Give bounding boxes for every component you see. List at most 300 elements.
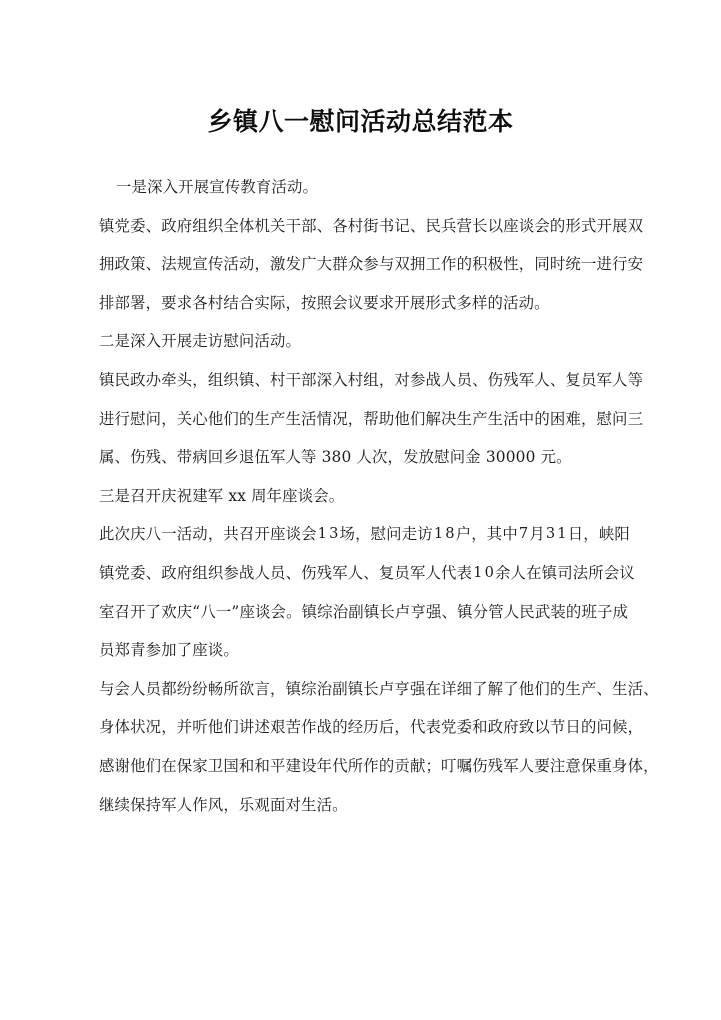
- text-glyph: 解: [487, 679, 504, 698]
- text-glyph: 座: [239, 602, 255, 621]
- text-glyph: 讲: [238, 718, 255, 737]
- text-glyph: 议: [619, 563, 635, 582]
- text-glyph: 、: [254, 370, 271, 389]
- text-glyph: 强: [426, 602, 442, 621]
- text-glyph: ，: [254, 255, 271, 274]
- text-glyph: 人: [425, 563, 442, 582]
- text-glyph: 苦: [285, 718, 302, 737]
- text-glyph: 镇: [363, 602, 380, 621]
- text-glyph: 人: [518, 756, 535, 775]
- text-glyph: 人: [503, 602, 520, 621]
- text-glyph: “: [192, 602, 201, 621]
- text-glyph: 委: [456, 718, 473, 737]
- text-glyph: 生: [565, 679, 581, 698]
- text-glyph: 法: [161, 255, 177, 274]
- text-glyph: 长: [363, 679, 379, 698]
- text-glyph: 召: [238, 525, 255, 544]
- text-glyph: 们: [534, 679, 550, 698]
- text-glyph: 感: [99, 756, 115, 775]
- text-glyph: 员: [145, 679, 162, 698]
- text-glyph: 进: [596, 255, 613, 274]
- text-glyph: 一: [580, 255, 597, 274]
- text-glyph: ，: [161, 409, 177, 428]
- text-glyph: 设: [301, 756, 317, 775]
- text-glyph: 情: [316, 409, 333, 428]
- text-glyph: 等: [627, 370, 644, 389]
- text-glyph: 助: [378, 409, 395, 428]
- text-glyph: 开: [596, 216, 613, 235]
- text-glyph: ，: [643, 756, 659, 775]
- text-glyph: 中: [518, 409, 535, 428]
- text-glyph: 卫: [207, 756, 224, 775]
- text-glyph: 国: [223, 756, 239, 775]
- text-glyph: 镇: [238, 370, 255, 389]
- text-glyph: 、: [316, 216, 333, 235]
- text-glyph: 座: [503, 216, 519, 235]
- text-glyph: 和: [254, 756, 271, 775]
- text-glyph: 织: [207, 563, 224, 582]
- text-glyph: ，: [580, 409, 597, 428]
- text-glyph: 一: [215, 602, 232, 621]
- text-glyph: 政: [114, 255, 131, 274]
- text-glyph: 所: [347, 756, 364, 775]
- text-glyph: 民: [425, 216, 442, 235]
- text-line: [99, 245, 644, 284]
- text-glyph: 代: [409, 718, 426, 737]
- text-glyph: 营: [456, 216, 473, 235]
- text-glyph: 亨: [410, 602, 426, 621]
- text-glyph: 座: [270, 525, 286, 544]
- text-glyph: 党: [114, 216, 131, 235]
- text-glyph: 伤: [472, 756, 488, 775]
- text-glyph: 牵: [161, 370, 177, 389]
- text-glyph: 拥: [99, 255, 115, 274]
- text-glyph: 亨: [394, 679, 410, 698]
- text-glyph: 动: [238, 255, 255, 274]
- text-glyph: 的: [565, 602, 582, 621]
- text-glyph: 访: [417, 525, 433, 544]
- text-glyph: 他: [207, 409, 224, 428]
- text-glyph: 织: [223, 370, 239, 389]
- text-glyph: 武: [534, 602, 551, 621]
- text-glyph: 和: [472, 718, 488, 737]
- text-glyph: 副: [332, 679, 348, 698]
- text-glyph: 军: [332, 563, 348, 582]
- text-glyph: 部: [301, 370, 317, 389]
- text-glyph: 军: [518, 370, 535, 389]
- text-glyph: 兵: [441, 216, 457, 235]
- text-glyph: 保: [176, 756, 193, 775]
- text-glyph: 户: [455, 525, 472, 544]
- text-glyph: 三: [627, 409, 644, 428]
- text-glyph: 员: [456, 370, 473, 389]
- text-glyph: 都: [161, 679, 177, 698]
- text-glyph: 体: [114, 718, 131, 737]
- text-glyph: 分: [472, 602, 489, 621]
- text-glyph: 谈: [285, 525, 302, 544]
- text-glyph: 纷: [176, 679, 193, 698]
- text-glyph: 府: [176, 563, 193, 582]
- text-glyph: ，: [270, 679, 286, 698]
- text-glyph: ，: [518, 255, 535, 274]
- text-glyph: 战: [316, 718, 333, 737]
- text-glyph: 产: [472, 409, 488, 428]
- text-glyph: 长: [472, 216, 488, 235]
- text-glyph: 班: [581, 602, 598, 621]
- text-glyph: 八: [145, 525, 162, 544]
- text-glyph: 活: [627, 679, 644, 698]
- text-glyph: 政: [161, 563, 177, 582]
- text-glyph: 庆: [130, 525, 146, 544]
- text-glyph: 意: [565, 756, 581, 775]
- text-glyph: 残: [316, 563, 333, 582]
- text-glyph: 战: [238, 563, 255, 582]
- text-glyph: 大: [316, 255, 333, 274]
- text-glyph: 体: [238, 216, 255, 235]
- text-glyph: 、: [285, 563, 302, 582]
- text-glyph: 府: [503, 718, 519, 737]
- text-glyph: 难: [565, 409, 581, 428]
- text-glyph: 众: [347, 255, 364, 274]
- text-glyph: 听: [192, 718, 208, 737]
- text-glyph: 召: [114, 602, 131, 621]
- text-glyph: 注: [549, 756, 566, 775]
- text-glyph: 员: [270, 563, 286, 582]
- text-glyph: 强: [409, 679, 426, 698]
- text-glyph: 中: [502, 525, 518, 544]
- text-glyph: 双: [394, 255, 410, 274]
- text-glyph: 活: [223, 255, 239, 274]
- text-glyph: 卢: [378, 679, 395, 698]
- text-glyph: 生: [456, 409, 473, 428]
- text-glyph: 日: [565, 718, 581, 737]
- text-glyph: 详: [441, 679, 457, 698]
- text-glyph: 活: [503, 409, 519, 428]
- text-glyph: 干: [285, 216, 302, 235]
- text-glyph: 他: [518, 679, 535, 698]
- text-glyph: 残: [487, 756, 504, 775]
- text-glyph: 规: [176, 255, 193, 274]
- text-glyph: 的: [378, 756, 395, 775]
- text-glyph: 建: [285, 756, 302, 775]
- text-glyph: 的: [549, 216, 566, 235]
- text-glyph: 干: [285, 370, 302, 389]
- text-glyph: 在: [526, 563, 542, 582]
- text-glyph: 以: [534, 718, 550, 737]
- text-glyph: 民: [114, 370, 131, 389]
- text-line: 属、伤残、带病回乡退伍军人等 380 人次，发放慰问金 30000 元。: [99, 448, 572, 467]
- text-glyph: 镇: [99, 370, 115, 389]
- text-glyph: 战: [425, 370, 442, 389]
- text-glyph: 他: [394, 409, 410, 428]
- text-glyph: 传: [207, 255, 224, 274]
- text-glyph: 行: [612, 255, 628, 274]
- text-glyph: 1: [433, 525, 444, 543]
- text-glyph: 同: [534, 255, 550, 274]
- text-glyph: 慰: [370, 525, 387, 544]
- text-glyph: 进: [99, 409, 115, 428]
- text-glyph: 生: [487, 409, 504, 428]
- text-glyph: 在: [425, 679, 442, 698]
- text-glyph: ，: [627, 718, 644, 737]
- text-line: 排部署，要求各村结合实际，按照会议要求开展形式多样的活动。: [99, 293, 550, 312]
- text-glyph: 伤: [301, 563, 317, 582]
- text-glyph: 致: [518, 718, 535, 737]
- text-glyph: 镇: [301, 602, 318, 621]
- text-glyph: 日: [567, 525, 584, 544]
- text-glyph: 困: [549, 409, 566, 428]
- text-glyph: 经: [347, 718, 364, 737]
- text-glyph: 会: [114, 679, 131, 698]
- text-glyph: 街: [363, 216, 379, 235]
- text-glyph: 状: [130, 718, 146, 737]
- text-glyph: 活: [301, 409, 317, 428]
- text-glyph: 、: [596, 679, 613, 698]
- text-glyph: 问: [145, 409, 162, 428]
- text-line: 继续保持军人作风，乐观面对生活。: [99, 795, 348, 814]
- text-glyph: 和: [238, 756, 255, 775]
- text-glyph: 的: [456, 255, 473, 274]
- text-glyph: 积: [472, 255, 488, 274]
- text-glyph: 所: [223, 679, 239, 698]
- text-glyph: 问: [596, 718, 613, 737]
- text-glyph: 言: [254, 679, 271, 698]
- text-glyph: 政: [487, 718, 504, 737]
- text-glyph: 式: [580, 216, 597, 235]
- text-glyph: 峡: [598, 525, 615, 544]
- text-glyph: ，: [347, 409, 364, 428]
- text-glyph: 、: [441, 602, 458, 621]
- text-glyph: 谈: [518, 216, 535, 235]
- text-glyph: 了: [503, 679, 519, 698]
- text-glyph: 委: [130, 563, 146, 582]
- text-glyph: 谢: [114, 756, 131, 775]
- text-glyph: 了: [472, 679, 488, 698]
- text-glyph: 欲: [238, 679, 255, 698]
- text-glyph: 党: [114, 563, 131, 582]
- text-glyph: 参: [363, 255, 379, 274]
- text-glyph: 共: [223, 525, 239, 544]
- text-glyph: 以: [487, 216, 504, 235]
- text-glyph: 政: [161, 216, 177, 235]
- text-glyph: ，: [378, 370, 395, 389]
- text-glyph: 并: [176, 718, 193, 737]
- text-glyph: 嘱: [456, 756, 473, 775]
- text-glyph: 次: [114, 525, 131, 544]
- text-glyph: 政: [130, 370, 146, 389]
- text-glyph: ，: [583, 525, 599, 544]
- text-glyph: 表: [456, 563, 473, 582]
- text-glyph: 慰: [130, 409, 146, 428]
- text-glyph: 全: [223, 216, 239, 235]
- text-glyph: 纷: [192, 679, 208, 698]
- text-line: [99, 747, 659, 786]
- text-glyph: 长: [379, 602, 395, 621]
- text-glyph: 作: [301, 718, 317, 737]
- text-glyph: 家: [192, 756, 208, 775]
- document-body: [99, 168, 659, 824]
- text-glyph: 司: [557, 563, 573, 582]
- text-glyph: 表: [425, 718, 442, 737]
- text-glyph: 心: [192, 409, 208, 428]
- text-glyph: 会: [534, 216, 550, 235]
- text-glyph: 关: [176, 409, 193, 428]
- text-glyph: ，: [207, 525, 224, 544]
- text-glyph: 村: [270, 370, 286, 389]
- text-glyph: 了: [145, 602, 162, 621]
- text-glyph: 群: [332, 255, 348, 274]
- text-glyph: 参: [409, 370, 426, 389]
- text-glyph: 府: [176, 216, 193, 235]
- text-line: 一是深入开展宣传教育活动。: [116, 178, 319, 196]
- text-glyph: 代: [332, 756, 348, 775]
- text-glyph: 开: [254, 525, 271, 544]
- text-line: [99, 670, 659, 709]
- text-glyph: ，: [471, 525, 487, 544]
- text-glyph: 人: [612, 370, 628, 389]
- text-line: 三是召开庆祝建军 xx 周年座谈会。: [99, 486, 345, 505]
- text-line: [99, 515, 630, 554]
- text-glyph: 深: [316, 370, 333, 389]
- text-glyph: 参: [223, 563, 239, 582]
- text-glyph: 们: [145, 756, 162, 775]
- text-glyph: 镇: [541, 563, 558, 582]
- text-glyph: 产: [270, 409, 286, 428]
- text-glyph: 发: [285, 255, 302, 274]
- text-glyph: 与: [99, 679, 115, 698]
- text-glyph: 、: [145, 255, 162, 274]
- text-glyph: 形: [565, 216, 581, 235]
- text-glyph: 1: [557, 525, 567, 543]
- text-glyph: 人: [510, 563, 527, 582]
- text-glyph: 镇: [99, 563, 115, 582]
- text-glyph: 行: [114, 409, 131, 428]
- text-glyph: 时: [549, 255, 566, 274]
- text-glyph: 1: [473, 563, 483, 581]
- text-glyph: 双: [627, 216, 644, 235]
- text-glyph: 产: [580, 679, 597, 698]
- text-glyph: 军: [503, 756, 519, 775]
- text-glyph: 极: [487, 255, 504, 274]
- text-line: [99, 361, 644, 400]
- text-glyph: 军: [409, 563, 426, 582]
- text-glyph: 欢: [161, 602, 177, 621]
- text-glyph: 的: [580, 718, 597, 737]
- text-glyph: 况: [145, 718, 162, 737]
- text-glyph: 身: [612, 756, 628, 775]
- text-glyph: 装: [550, 602, 566, 621]
- text-glyph: 综: [317, 602, 333, 621]
- text-glyph: 入: [332, 370, 348, 389]
- text-glyph: 性: [503, 255, 519, 274]
- text-glyph: 畅: [207, 679, 224, 698]
- text-glyph: 7: [518, 525, 529, 543]
- text-glyph: 所: [588, 563, 604, 582]
- text-glyph: 况: [332, 409, 348, 428]
- text-glyph: 记: [394, 216, 410, 235]
- text-glyph: 决: [441, 409, 457, 428]
- text-glyph: 余: [495, 563, 511, 582]
- text-glyph: 、: [145, 216, 162, 235]
- text-glyph: 员: [394, 563, 410, 582]
- text-glyph: 激: [270, 255, 286, 274]
- text-glyph: 。: [286, 602, 302, 621]
- text-glyph: 叮: [441, 756, 457, 775]
- text-line: 员郑青参加了座谈。: [99, 641, 239, 660]
- text-glyph: 机: [254, 216, 271, 235]
- text-glyph: 年: [316, 756, 333, 775]
- text-line: [99, 593, 629, 632]
- text-glyph: 组: [192, 563, 208, 582]
- text-glyph: 的: [549, 679, 566, 698]
- text-glyph: 委: [130, 216, 146, 235]
- text-glyph: 各: [332, 216, 348, 235]
- text-glyph: 镇: [457, 602, 473, 621]
- text-glyph: 村: [347, 216, 364, 235]
- text-glyph: 平: [270, 756, 286, 775]
- text-glyph: 的: [238, 409, 255, 428]
- text-glyph: 一: [161, 525, 177, 544]
- text-glyph: 贡: [394, 756, 410, 775]
- text-glyph: 帮: [363, 409, 379, 428]
- text-glyph: 、: [643, 679, 659, 698]
- text-glyph: 法: [572, 563, 589, 582]
- text-glyph: 统: [565, 255, 581, 274]
- text-glyph: 治: [316, 679, 333, 698]
- text-glyph: 镇: [285, 679, 302, 698]
- text-glyph: 8: [445, 525, 455, 543]
- text-glyph: 工: [425, 255, 442, 274]
- text-glyph: 3: [329, 525, 339, 543]
- text-glyph: 节: [549, 718, 566, 737]
- text-glyph: 子: [597, 602, 613, 621]
- text-glyph: 部: [301, 216, 317, 235]
- text-glyph: 综: [301, 679, 317, 698]
- text-glyph: 重: [596, 756, 613, 775]
- text-glyph: ，: [394, 718, 410, 737]
- text-glyph: 走: [401, 525, 418, 544]
- text-glyph: 党: [441, 718, 457, 737]
- text-glyph: 卢: [394, 602, 411, 621]
- text-glyph: 组: [363, 370, 379, 389]
- text-glyph: 、: [549, 370, 566, 389]
- text-glyph: 1: [317, 525, 328, 543]
- text-glyph: 管: [488, 602, 504, 621]
- text-glyph: 开: [130, 602, 146, 621]
- text-glyph: 他: [207, 718, 224, 737]
- text-glyph: 复: [565, 370, 581, 389]
- text-glyph: 会: [603, 563, 620, 582]
- text-glyph: 艰: [270, 718, 286, 737]
- text-glyph: 们: [409, 409, 426, 428]
- text-glyph: 谈: [254, 602, 271, 621]
- text-glyph: 后: [378, 718, 395, 737]
- text-glyph: 体: [627, 756, 644, 775]
- text-glyph: 民: [519, 602, 535, 621]
- text-glyph: 组: [207, 370, 224, 389]
- text-glyph: 镇: [99, 216, 115, 235]
- text-glyph: 办: [145, 370, 162, 389]
- text-glyph: ，: [355, 525, 371, 544]
- text-glyph: 保: [580, 756, 597, 775]
- text-glyph: 、: [363, 563, 379, 582]
- text-glyph: 阳: [614, 525, 630, 544]
- text-glyph: 安: [627, 255, 644, 274]
- text-glyph: 代: [441, 563, 457, 582]
- text-glyph: 其: [486, 525, 503, 544]
- text-glyph: 动: [192, 525, 208, 544]
- text-glyph: 场: [339, 525, 356, 544]
